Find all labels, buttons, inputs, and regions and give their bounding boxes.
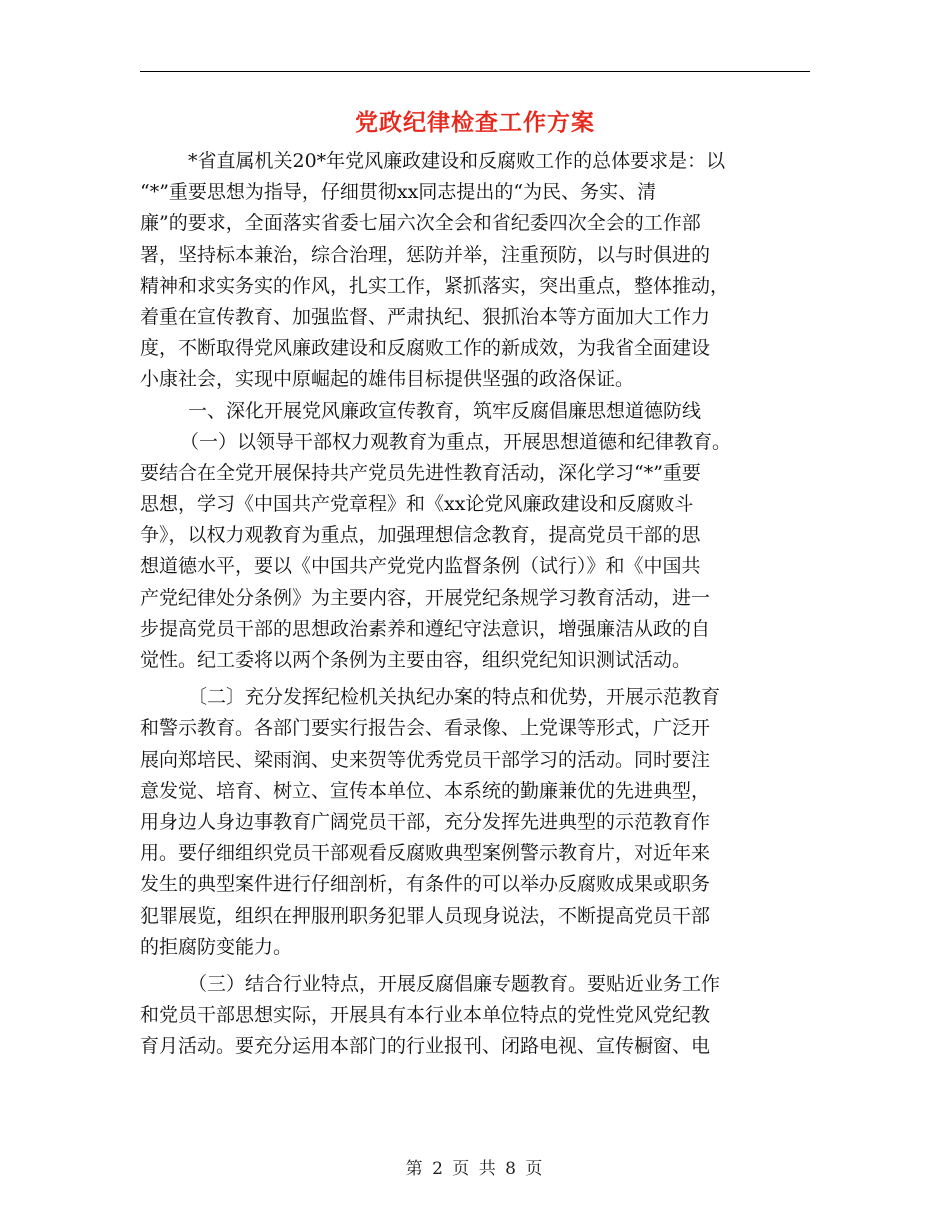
subsection-heading: （一）以领导干部权力观教育为重点，开展思想道德和纪律教育。 <box>180 430 732 453</box>
text-line: 觉性。纪工委将以两个条例为主要由容，组织党纪知识测试活动。 <box>140 649 692 671</box>
text-line: 和党员干部思想实际，开展具有本行业本单位特点的党性党风党纪教 <box>140 1004 711 1027</box>
text-line: 用。要仔细组织党员干部观看反腐败典型案例警示教育片，对近年来 <box>140 842 711 865</box>
section-heading: 一、深化开展党风廉政宣传教育，筑牢反腐倡廉思想道德防线 <box>188 399 702 422</box>
page-number: 第 2 页 共 8 页 <box>405 1159 545 1179</box>
text-line: 和警示教育。各部门要实行报告会、看录像、上党课等形式，广泛开 <box>140 717 711 740</box>
text-line: 思想，学习《中国共产党章程》和《xx论党风廉政建设和反腐败斗 <box>140 493 694 516</box>
text-line: 的拒腐防变能力。 <box>140 935 293 958</box>
text-line: 展向郑培民、梁雨润、史来贺等优秀党员干部学习的活动。同时要注 <box>140 748 711 771</box>
text-line: 要结合在全党开展保持共产党员先进性教育活动，深化学习“*”重要 <box>140 461 701 484</box>
subsection-heading: 〔二〕充分发挥纪检机关执纪办案的特点和优势，开展示范教育 <box>188 686 721 709</box>
subsection-heading: （三）结合行业特点，开展反腐倡廉专题教育。要贴近业务工作 <box>188 972 721 995</box>
text-line: “*”重要思想为指导，仔细贯彻xx同志提出的“为民、务实、清 <box>140 181 657 204</box>
text-line: 度，不断取得党风廉政建设和反腐败工作的新成效，为我省全面建设 <box>140 337 711 360</box>
text-line: 犯罪展览，组织在押服刑职务犯罪人员现身说法，不断提高党员干部 <box>140 904 711 927</box>
text-line: 精神和求实务实的作风，扎实工作，紧抓落实，突出重点，整体推动， <box>140 274 730 297</box>
text-line: 意发觉、培育、树立、宣传本单位、本系统的勤廉兼优的先进典型， <box>140 779 711 802</box>
document-title: 党政纪律检查工作方案 <box>355 109 595 136</box>
text-line: 用身边人身边事教育广阔党员干部，充分发挥先进典型的示范教育作 <box>140 810 711 833</box>
text-line: *省直属机关20*年党风廉政建设和反腐败工作的总体要求是：以 <box>188 150 726 172</box>
document-body <box>140 146 810 1062</box>
text-line: 署，坚持标本兼治，综合治理，惩防并举，注重预防，以与时俱进的 <box>140 243 711 266</box>
text-line: 小康社会，实现中原崛起的雄伟目标提供坚强的政洛保证。 <box>140 368 635 391</box>
text-line: 育月活动。要充分运用本部门的行业报刊、闭路电视、宣传橱窗、电 <box>140 1035 711 1058</box>
text-line: 想道德水平，要以《中国共产党党内监督条例（试行）》和《中国共 <box>140 555 701 578</box>
text-line: 廉”的要求，全面落实省委七届六次全会和省纪委四次全会的工作部 <box>140 212 701 235</box>
text-line: 争》，以权力观教育为重点，加强理想信念教育，提高党员干部的思 <box>140 524 701 547</box>
text-line: 着重在宣传教育、加强监督、严肃执纪、狠抓治本等方面加大工作力 <box>140 305 711 328</box>
header-rule <box>140 71 810 72</box>
text-line: 步提高党员干部的思想政治素养和遵纪守法意识，增强廉洁从政的自 <box>140 617 711 640</box>
text-line: 发生的典型案件进行仔细剖析，有条件的可以举办反腐败成果或职务 <box>140 873 711 896</box>
text-line: 产党纪律处分条例》为主要内容，开展党纪条规学习教育活动，进一 <box>140 586 711 609</box>
